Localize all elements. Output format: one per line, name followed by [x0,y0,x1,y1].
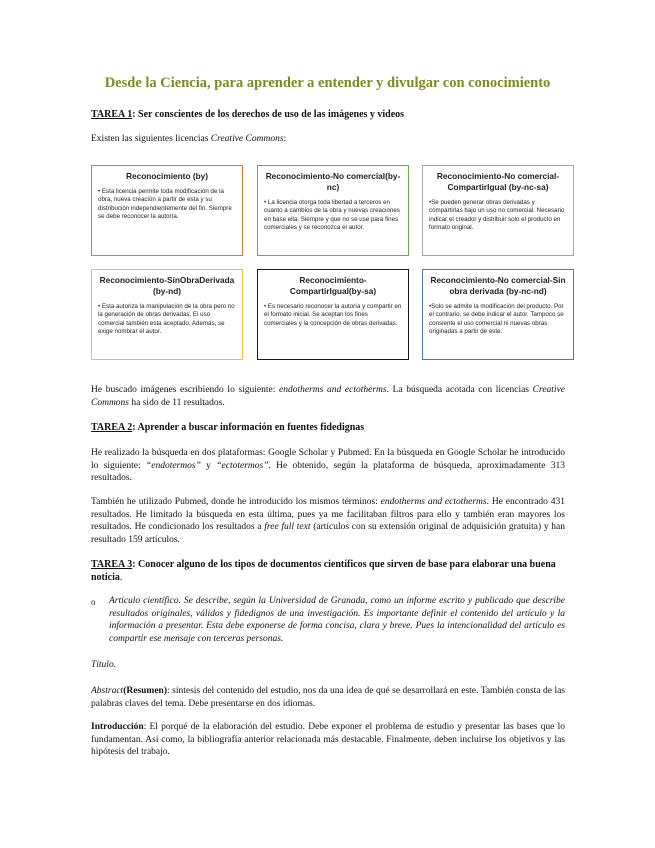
license-box-by-nd [91,269,243,360]
license-title: Reconocimiento-No comercial-CompartirIgual (by-nc-sa) [436,171,560,192]
license-title: Reconocimiento-No comercial-Sin obra derivada (by-nc-nd) [430,275,566,296]
license-body: • La licencia otorga toda libertad a terceros en cuanto a cambios de la obra y nuevas creaciones en base ella. Siempre y que no se use para fines comerciales y se reconozca el autor. [264,199,400,232]
license-title: Reconocimiento-SinObraDerivada (by-nd) [99,275,235,296]
tarea3-heading: TAREA 3: Conocer alguno de los tipos de documentos científicos que sirven de base para elaborar una buena noticia. [91,559,556,583]
license-body: • Esta licencia permite toda modificación de la obra, nueva creación a partir de esta y su distribución independientemente del fin. Siempre se debe reconocer la autoría. [98,188,232,221]
page-title: Desde la Ciencia, para aprender a entender y divulgar con conocimiento [104,75,551,91]
license-title: Reconocimiento-CompartirIgual(by-sa) [289,275,377,296]
license-box-by [91,165,243,256]
bullet-marker: o [91,597,96,607]
abstract-paragraph: Abstract(Resumen): síntesis del contenido del estudio, nos da una idea de qué se desarrollará en este. También consta de las palabras claves del tema. Debe presentarse en dos idiomas. [91,686,565,709]
image-search-paragraph: He buscado imágenes escribiendo lo siguiente: endotherms and ectotherms. La búsqueda acotada con licencias Creative Commons ha sido de 11 resultados. [91,385,565,408]
article-bullet-text: Artículo científico. Se describe, según la Universidad de Granada, como un informe escrito y publicado que describe resultados originales, válidos y fidedignos de una investigación. Es importante definir el contenido del artículo y la información a presentar. Esta debe exponerse de forma concisa, clara y breve. Pues la intencionalidad del artículo es compartir ese mensaje con terceras personas. [109,596,565,644]
license-box-by-nc-sa [422,165,574,256]
tarea2-heading: TAREA 2: Aprender a buscar información en fuentes fidedignas [91,422,365,433]
license-body: •Solo se admite la modificación del producto. Por el contrario, se debe indicar el autor. Tampoco se consiente el uso comercial ni nuevas obras originadas a partir de este. [429,303,564,336]
license-title: Reconocimiento (by) [125,171,209,181]
license-body: • Esta autoriza la manipulación de la obra pero no la generación de obras derivadas. El uso comercial también esta aceptado. Además, se exige nombrar el autor. [98,303,235,336]
license-body: •Se pueden generar obras derivadas y compartirlas bajo un uso no comercial. Necesario indicar el creador y distribuir solo el producto en formato original. [429,199,565,232]
license-title: Reconocimiento-No comercial(by-nc) [265,171,401,192]
introduction-paragraph: Introducción: El porqué de la elaboración del estudio. Debe exponer el problema de estudio y presentar las bases que lo fundamentan. Así como, la bibliografía anterior relacionada más destacable. Finalmente, deben incluirse los objetivos y las hipótesis del trabajo. [91,722,565,757]
tarea1-heading: TAREA 1: Ser conscientes de los derechos de uso de las imágenes y videos [91,109,405,120]
titulo-line: Título. [91,660,117,670]
licenses-intro: Existen las siguientes licencias Creative Commons: [91,134,287,144]
license-box-by-nc [257,165,409,256]
tarea2-label: TAREA 2 [91,422,133,433]
license-box-by-nc-nd [422,269,574,360]
pubmed-paragraph: También he utilizado Pubmed, donde he introducido los mismos términos: endotherms and ectotherms. He encontrado 431 resultados. He limitado la búsqueda en esta última, pues ya me facilitaban filtros para ello y también eran mayores los resultados. He condicionado los resultados a free full text (artículos con su extensión original de adquisición gratuita) y han resultado 159 artículos. [91,497,566,545]
scholar-paragraph: He realizado la búsqueda en dos plataformas: Google Scholar y Pubmed. En la búsqueda en Google Scholar he introducido lo siguiente: “endotermos” y “ectotermos”. He obtenido, según la plataforma de búsqueda, aproximadamente 313 resultados. [91,448,566,483]
tarea3-label: TAREA 3 [91,559,133,570]
tarea1-label: TAREA 1 [91,109,133,120]
license-box-by-sa [257,269,409,360]
license-body: • Es necesario reconocer la autoría y compartir en el formato inicial. Se aceptan los fines comerciales y la concepción de obras derivadas. [264,303,402,327]
